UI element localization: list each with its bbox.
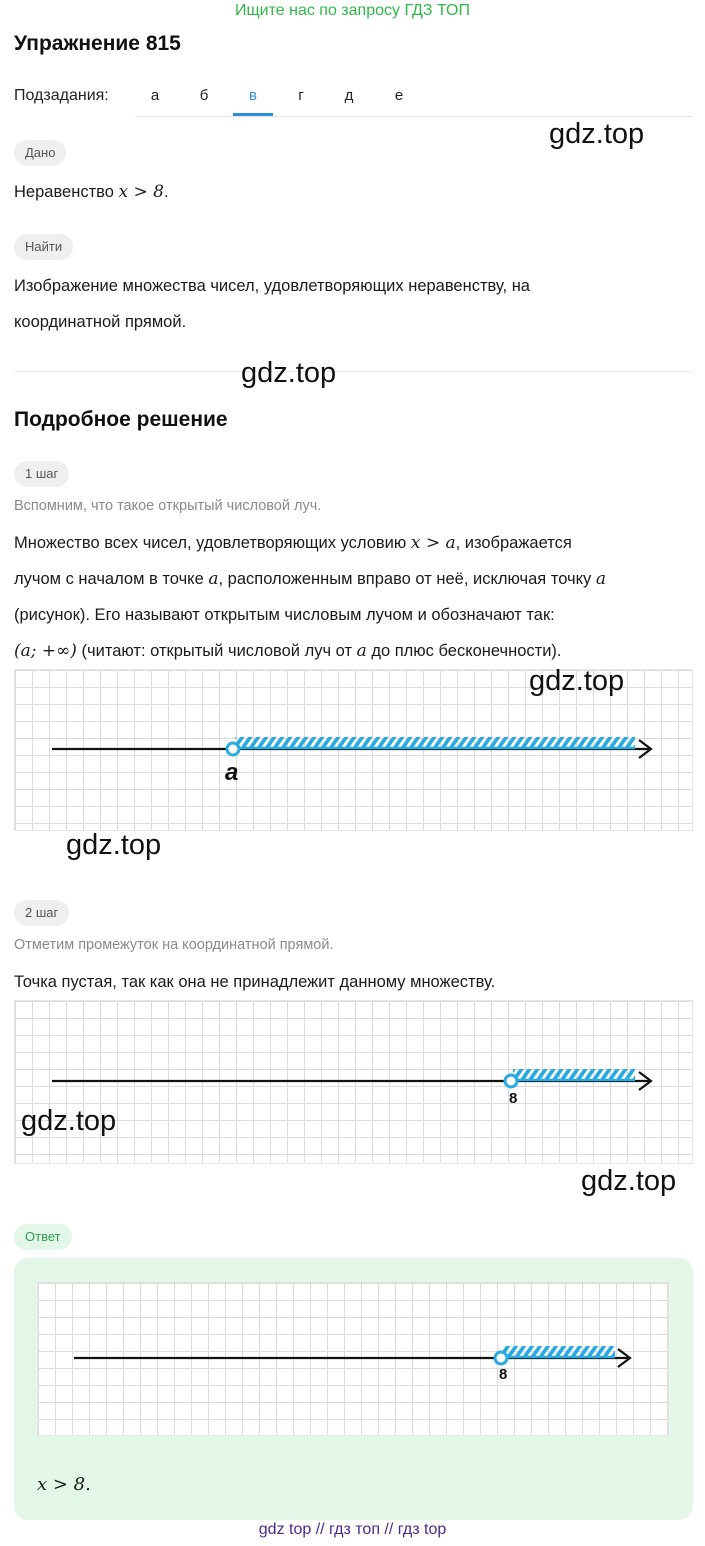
ray-hatching [235, 737, 635, 748]
math-span: x > a [410, 533, 456, 553]
subtask-tab-a[interactable]: а [150, 87, 160, 104]
find-line-1: Изображение множества чисел, удовлетворяющих неравенству, на [14, 277, 530, 295]
step1-line-4 [14, 633, 562, 669]
text-span: , расположенным вправо от неё, исключая точку [218, 570, 592, 588]
answer-chip: Ответ [14, 1224, 72, 1250]
math-span: a [208, 569, 219, 589]
subtask-tab-v[interactable]: в [233, 78, 273, 116]
point-label-8: 8 [499, 1366, 508, 1383]
step2-chip: 2 шаг [14, 900, 69, 926]
step2-hint: Отметим промежуток на координатной прямой. [14, 937, 334, 953]
step2-text: Точка пустая, так как она не принадлежит данному множеству. [14, 973, 496, 991]
text-span: (читают: открытый числовой луч от [81, 642, 353, 660]
number-line-svg [38, 1283, 668, 1435]
text-span: до плюс бесконечности). [371, 642, 562, 660]
subtasks-label: Подзадания: [14, 87, 109, 104]
step1-hint: Вспомним, что такое открытый числовой луч. [14, 498, 322, 514]
subtask-tab-g[interactable]: г [298, 87, 304, 104]
open-point [227, 743, 239, 755]
ray-hatching [503, 1346, 615, 1357]
open-point [495, 1352, 507, 1364]
find-line-2: координатной прямой. [14, 313, 187, 331]
text-span: лучом с началом в точке [14, 570, 204, 588]
solution-title: Подробное решение [14, 408, 228, 431]
top-banner[interactable]: Ищите нас по запросу ГДЗ ТОП [235, 2, 470, 19]
point-label-8: 8 [509, 1090, 518, 1107]
watermark: gdz.top [549, 118, 645, 150]
ray-hatching [513, 1069, 635, 1080]
watermark: gdz.top [66, 829, 162, 861]
watermark: gdz.top [241, 357, 337, 389]
given-text [14, 174, 169, 210]
answer-math: x > 8. [37, 1474, 91, 1495]
watermark: gdz.top [581, 1165, 677, 1197]
step1-chip: 1 шаг [14, 461, 69, 487]
text-span: Множество всех чисел, удовлетворяющих условию [14, 534, 407, 552]
page-title: Упражнение 815 [14, 32, 181, 55]
given-tail: . [163, 183, 169, 201]
step1-line-3: (рисунок). Его называют открытым числовым лучом и обозначают так: [14, 606, 555, 624]
text-span: , изображается [455, 534, 572, 552]
given-label: Неравенство [14, 183, 114, 201]
divider [14, 371, 693, 372]
find-chip: Найти [14, 234, 73, 260]
given-math: x > 8 [118, 182, 164, 202]
step1-line-1 [14, 525, 572, 561]
math-span: a [356, 641, 367, 661]
math-span: a [595, 569, 606, 589]
watermark: gdz.top [21, 1105, 117, 1137]
figure-ray-8 [14, 1000, 693, 1164]
math-span: (a; +∞) [14, 641, 77, 661]
answer-box [14, 1258, 693, 1520]
subtask-tab-b[interactable]: б [199, 87, 209, 104]
open-point [505, 1075, 517, 1087]
given-chip: Дано [14, 140, 66, 166]
answer-figure [37, 1282, 669, 1436]
watermark: gdz.top [529, 665, 625, 697]
point-label-a: a [225, 759, 239, 786]
footer-links[interactable]: gdz top // гдз топ // гдз top [258, 1521, 447, 1538]
subtask-tab-e[interactable]: е [394, 87, 404, 104]
number-line-svg [15, 1001, 692, 1163]
step1-line-2 [14, 561, 606, 597]
subtask-tab-d[interactable]: д [344, 87, 354, 104]
subtasks-tabs [135, 78, 693, 117]
